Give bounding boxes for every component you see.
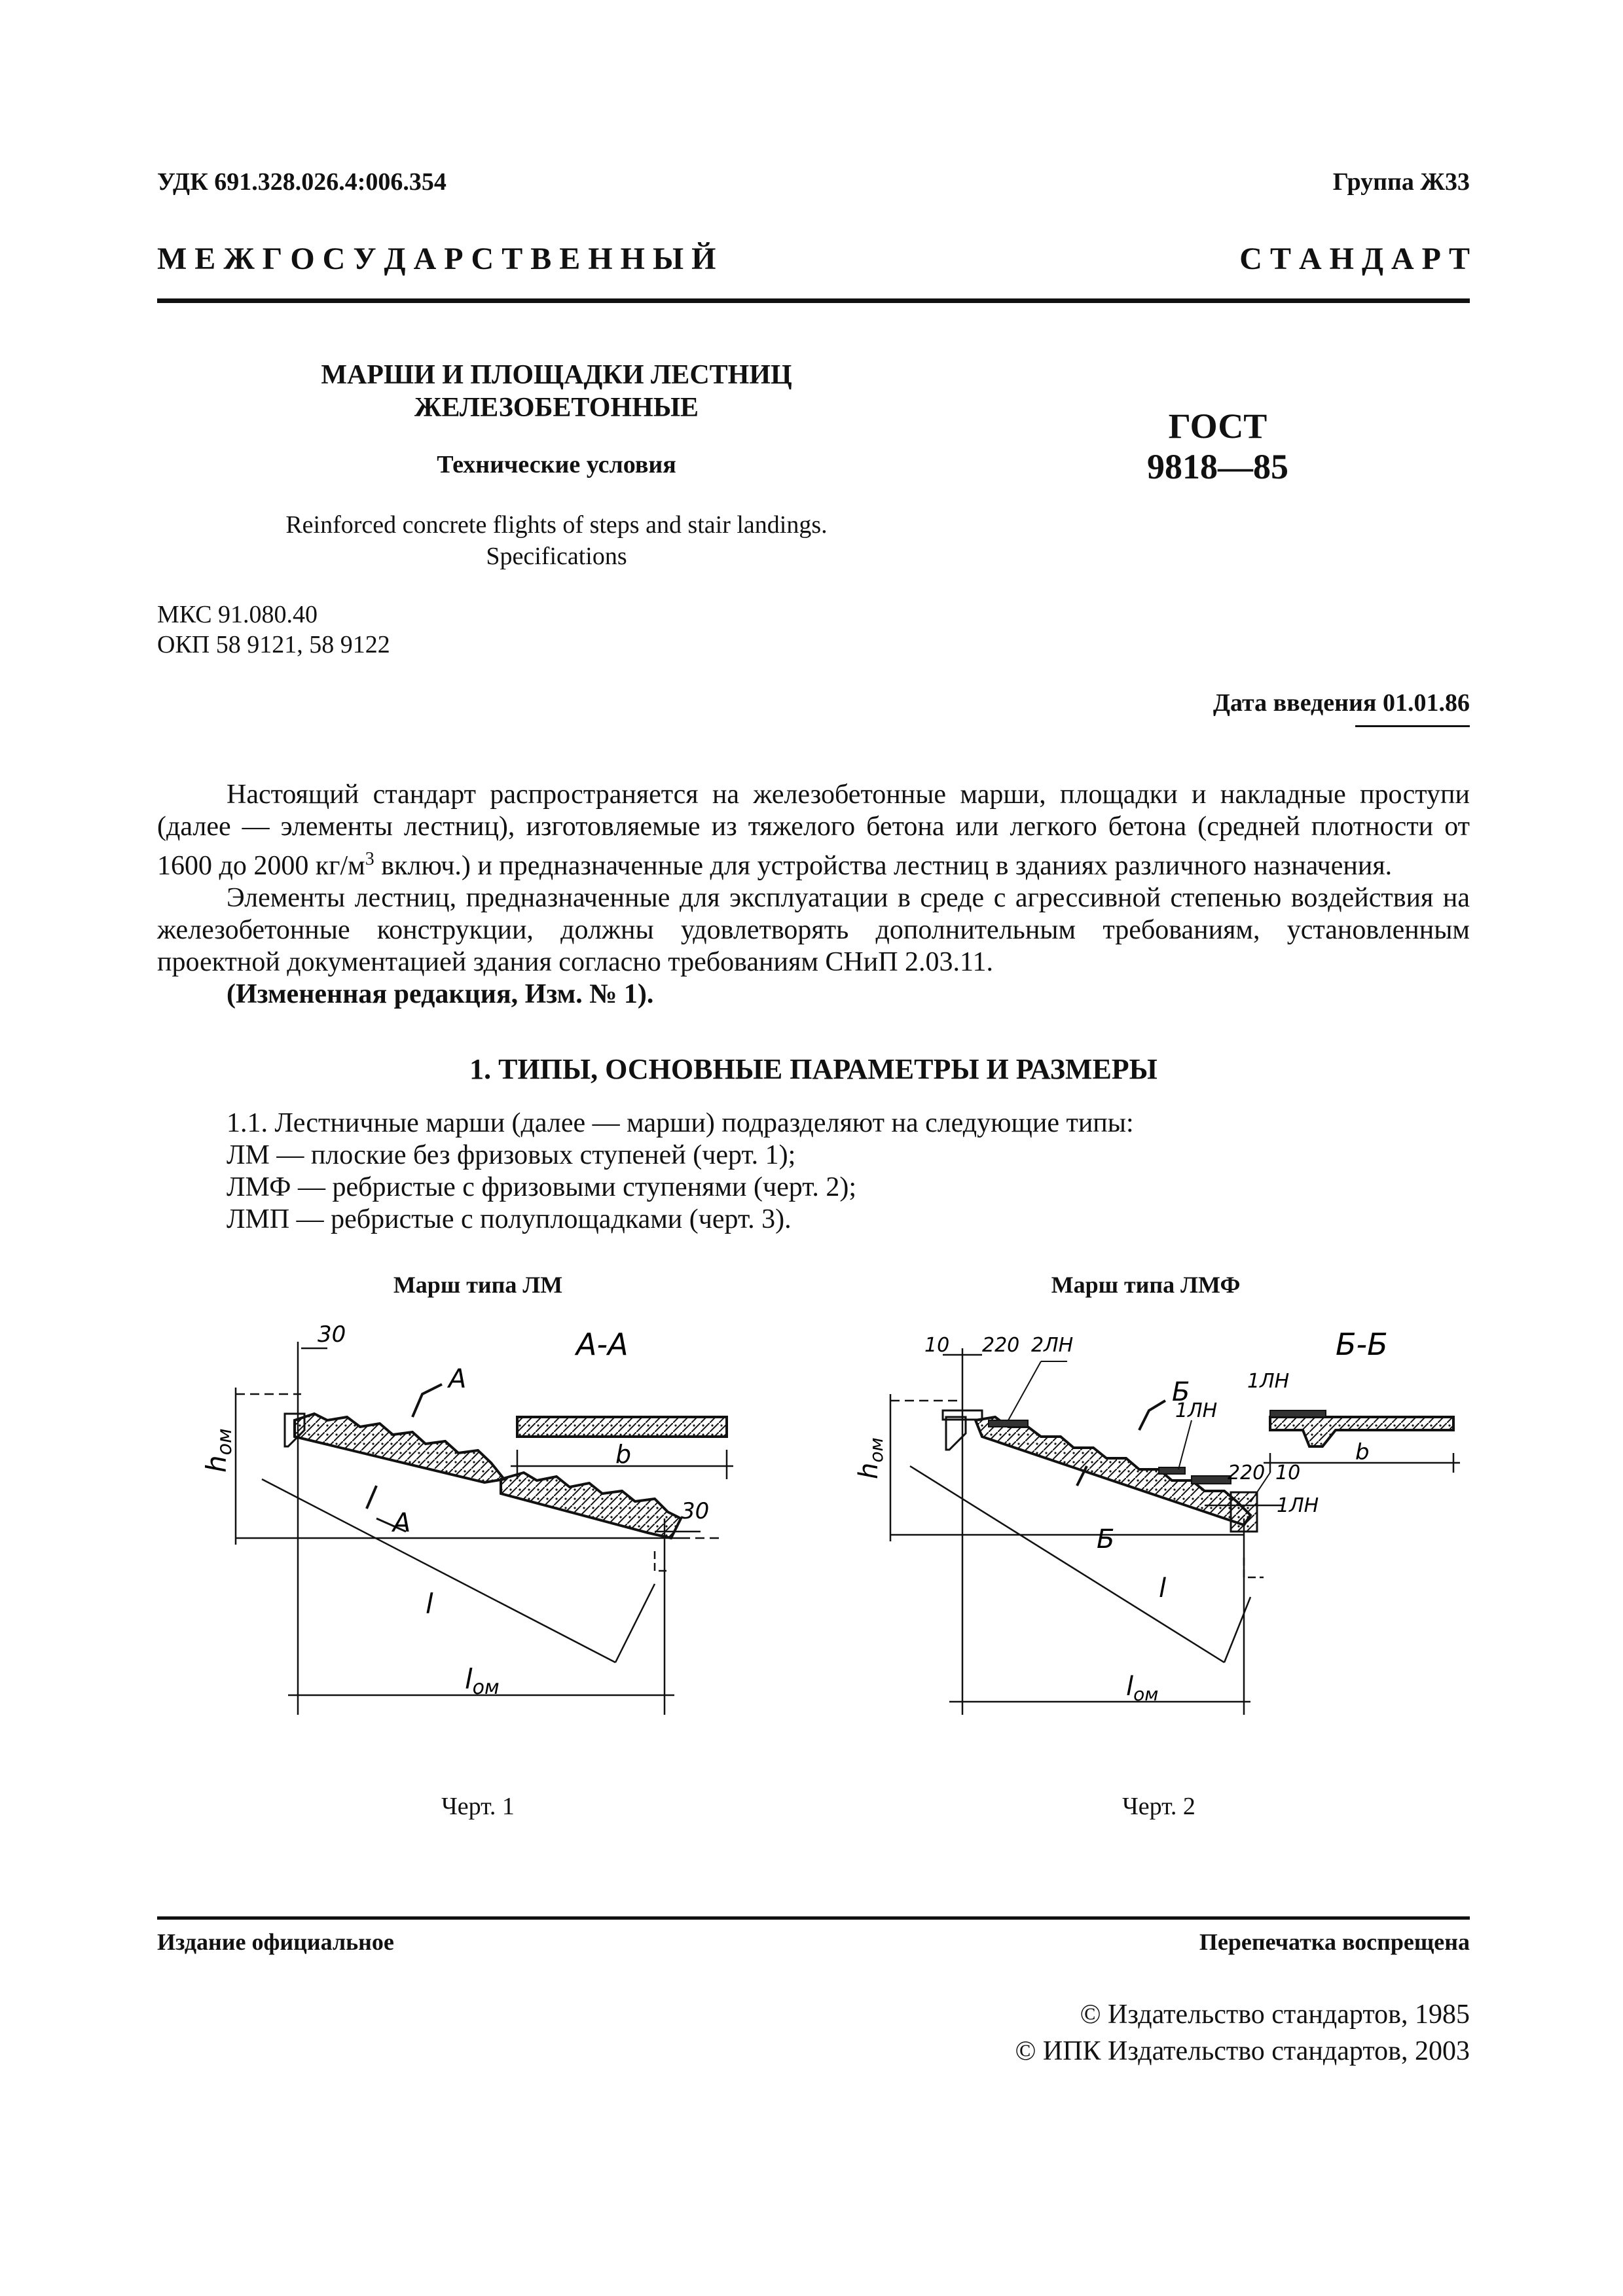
fig2-total-length-label	[1126, 1672, 1158, 1705]
copyright-block	[1015, 1996, 1470, 2070]
svg-text:hом	[854, 1437, 887, 1479]
gost-code: 9818—85	[1147, 447, 1288, 486]
fig1-section-mark-lower: А	[393, 1508, 411, 1538]
mks-code: МКС 91.080.40	[157, 601, 318, 628]
list-item: ЛМ — плоские без фризовых ступеней (черт. 1);	[227, 1140, 796, 1170]
title-line-2: ЖЕЛЕЗОБЕТОННЫЕ	[414, 393, 699, 423]
fig2-ln2: 2ЛН	[1031, 1334, 1074, 1357]
paragraph-amendment: (Измененная редакция, Изм. № 1).	[227, 979, 654, 1009]
date-rule	[1355, 725, 1470, 727]
section-heading: 1. ТИПЫ, ОСНОВНЫЕ ПАРАМЕТРЫ И РАЗМЕРЫ	[469, 1053, 1158, 1085]
svg-text:hом	[200, 1428, 236, 1473]
fig1-width-label: b	[615, 1440, 632, 1469]
figure-2-drawing	[851, 1322, 1467, 1741]
copyright-2003: © ИПК Издательство стандартов, 2003	[1015, 2036, 1470, 2066]
standard-banner	[157, 241, 1470, 277]
figure-2-caption: Черт. 2	[1122, 1793, 1195, 1820]
list-item: 1.1. Лестничные марши (далее — марши) подразделяют на следующие типы:	[227, 1108, 1134, 1138]
figure-1-drawing	[196, 1322, 773, 1741]
figure-1-title: Марш типа ЛМ	[393, 1272, 563, 1298]
footer-rule	[157, 1916, 1470, 1920]
english-title-line-2: Specifications	[486, 543, 627, 570]
fig2-ln1-middle: 1ЛН	[1175, 1399, 1218, 1422]
fig2-length-label: l	[1159, 1573, 1167, 1604]
figure-1-caption: Черт. 1	[441, 1793, 515, 1820]
classification-codes	[157, 600, 390, 660]
group-code: Группа Ж33	[1332, 168, 1470, 196]
english-title-line-1: Reinforced concrete flights of steps and stair landings.	[285, 511, 828, 539]
fig2-total-l: l	[1126, 1672, 1134, 1702]
fig1-dim-30-top: 30	[318, 1322, 346, 1348]
fig2-ln1-section: 1ЛН	[1247, 1370, 1290, 1393]
fig2-height-sub: ом	[866, 1437, 887, 1463]
fig1-total-l: l	[465, 1663, 473, 1695]
fig1-section-title: А-А	[576, 1327, 629, 1362]
document-subtitle: Технические условия	[437, 451, 676, 478]
okp-code: ОКП 58 9121, 58 9122	[157, 631, 390, 658]
fig2-height-label	[854, 1437, 887, 1479]
fig1-dim-30-right: 30	[681, 1498, 710, 1524]
title-line-1: МАРШИ И ПЛОЩАДКИ ЛЕСТНИЦ	[321, 360, 792, 390]
body-text	[157, 779, 1470, 1011]
copyright-1985: © Издательство стандартов, 1985	[1080, 2000, 1470, 2030]
banner-word-standard: С Т А Н Д А Р Т	[1239, 242, 1470, 276]
list-item: ЛМФ — ребристые с фризовыми ступенями (черт. 2);	[227, 1172, 857, 1202]
fig2-section-mark-lower: Б	[1097, 1524, 1115, 1554]
date-value: 01.01.86	[1383, 689, 1470, 717]
fig2-section-title: Б-Б	[1336, 1327, 1388, 1362]
fig1-total-length-label	[465, 1663, 500, 1699]
fig1-height-sub: ом	[213, 1428, 236, 1456]
fig2-total-sub: ом	[1133, 1683, 1159, 1705]
fig2-section-mark: Б	[1172, 1377, 1190, 1407]
fig1-height-h: h	[200, 1455, 232, 1473]
list-item: ЛМП — ребристые с полуплощадками (черт. 3).	[227, 1204, 792, 1234]
paragraph-scope	[157, 779, 1470, 882]
gost-label: ГОСТ	[1168, 406, 1267, 446]
fig2-dim-10-right: 10	[1275, 1462, 1301, 1484]
fig1-height-label	[200, 1428, 236, 1473]
fig2-dim-220-right: 220	[1228, 1462, 1266, 1484]
flight-types-list	[227, 1107, 1134, 1236]
fig1-length-label: l	[426, 1588, 433, 1620]
superscript-3: 3	[365, 849, 374, 869]
date-label: Дата введения	[1213, 689, 1377, 717]
introduction-date	[1213, 689, 1470, 717]
paragraph-scope-part-1: Настоящий стандарт распространяется на железобетонные марши, площадки и накладные проступи (далее — элементы лестниц), изготовляемые из тяжелого бетона или легкого бетона (средней плотности от 1600 до 2000 кг/м	[157, 780, 1470, 881]
fig2-dim-220-top: 220	[982, 1334, 1020, 1357]
fig2-dim-10-top: 10	[924, 1334, 950, 1357]
document-title	[196, 359, 917, 424]
reprint-prohibited: Перепечатка воспрещена	[1199, 1929, 1470, 1955]
fig2-ln1-right: 1ЛН	[1277, 1494, 1319, 1517]
figure-2-title: Марш типа ЛМФ	[1051, 1272, 1241, 1298]
fig1-section-mark: А	[448, 1364, 467, 1394]
banner-word-interstate: М Е Ж Г О С У Д А Р С Т В Е Н Н Ы Й	[157, 242, 716, 276]
fig1-total-sub: ом	[472, 1676, 500, 1699]
paragraph-scope-part-2: включ.) и предназначенные для устройства лестниц в зданиях различного назначения.	[374, 851, 1393, 881]
fig2-width-label: b	[1355, 1439, 1370, 1465]
fig2-height-h: h	[854, 1462, 884, 1479]
udk-code: УДК 691.328.026.4:006.354	[157, 168, 447, 196]
paragraph-aggressive-env: Элементы лестниц, предназначенные для эксплуатации в среде с агрессивной степенью воздействия на железобетонные конструкции, должны удовлетворять дополнительным требованиям, установленным проектной документацией здания согласно требованиям СНиП 2.03.11.	[157, 883, 1470, 977]
header-rule	[157, 298, 1470, 303]
official-edition: Издание официальное	[157, 1929, 394, 1955]
english-title	[196, 509, 917, 572]
gost-number	[1074, 406, 1362, 487]
